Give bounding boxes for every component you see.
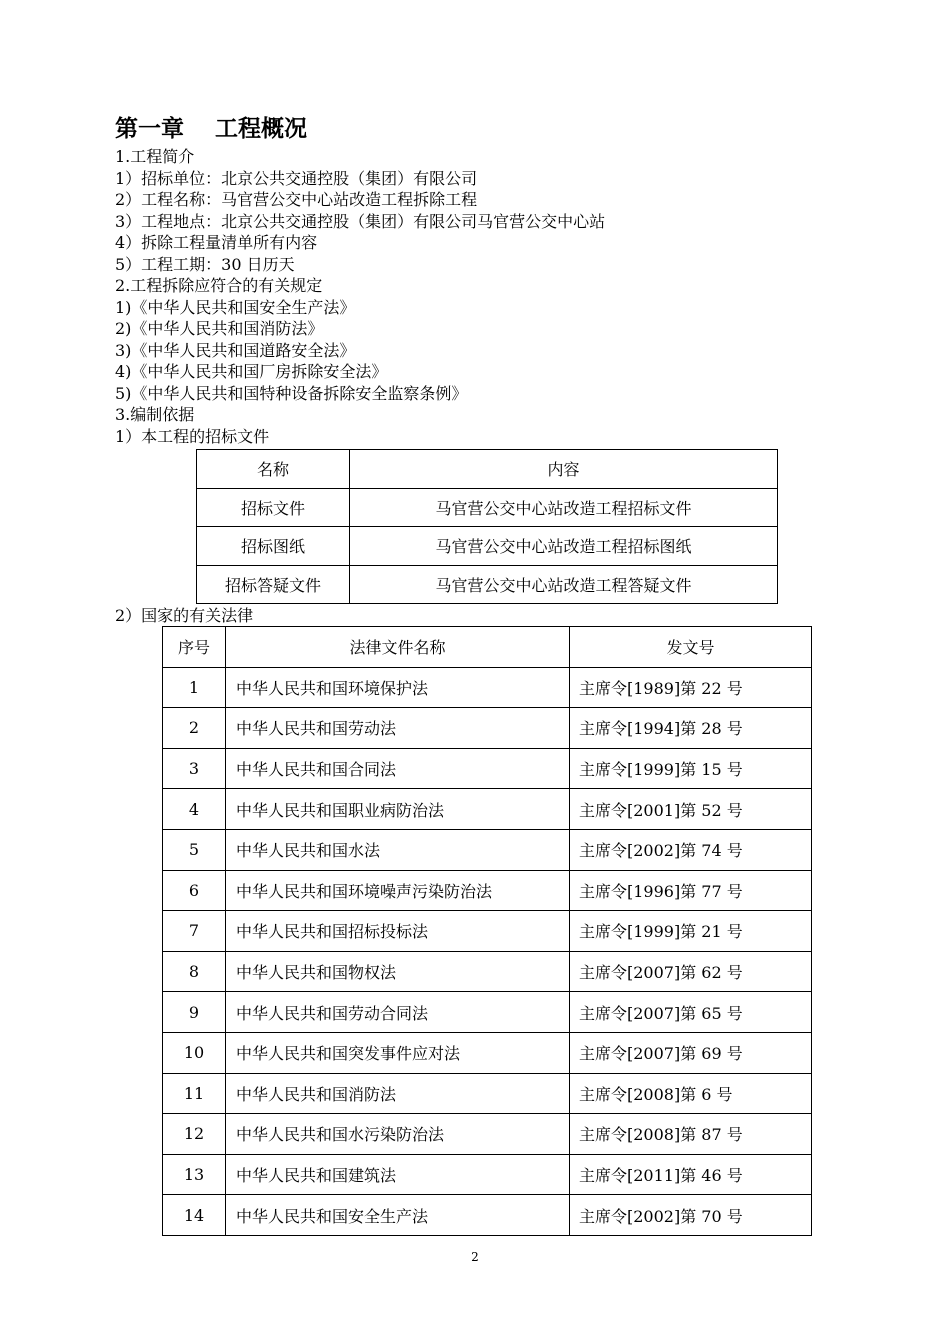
table-cell: 11 <box>163 1073 226 1114</box>
table-cell: 招标图纸 <box>197 527 350 566</box>
table-row <box>163 1032 812 1073</box>
table-cell: 马官营公交中心站改造工程招标图纸 <box>350 527 778 566</box>
text-line: 5)《中华人民共和国特种设备拆除安全监察条例》 <box>115 383 468 403</box>
table-header-cell: 发文号 <box>570 627 812 668</box>
chapter-title: 第一章 工程概况 <box>115 116 308 142</box>
text-line: 1)《中华人民共和国安全生产法》 <box>115 297 356 317</box>
table-cell: 中华人民共和国合同法 <box>226 748 570 789</box>
section-heading: 1.工程简介 <box>115 147 195 166</box>
section-heading: 3.编制依据 <box>115 405 195 424</box>
table-row <box>197 488 778 527</box>
body-text <box>115 146 875 447</box>
table-row <box>163 1114 812 1155</box>
table-row <box>163 1154 812 1195</box>
text-line: 2)《中华人民共和国消防法》 <box>115 319 324 338</box>
table-row <box>163 1195 812 1236</box>
table-cell: 主席令[2008]第 87 号 <box>570 1114 812 1155</box>
table-cell: 主席令[1996]第 77 号 <box>570 870 812 911</box>
table-cell: 8 <box>163 951 226 992</box>
text-line: 2）工程名称：马官营公交中心站改造工程拆除工程 <box>115 190 478 209</box>
tender-documents-table <box>196 449 778 604</box>
table-cell: 中华人民共和国物权法 <box>226 951 570 992</box>
table-header-cell: 序号 <box>163 627 226 668</box>
table-row <box>163 667 812 708</box>
table-cell: 12 <box>163 1114 226 1155</box>
table-header-cell: 法律文件名称 <box>226 627 570 668</box>
table-row <box>163 708 812 749</box>
table-cell: 7 <box>163 911 226 952</box>
table-cell: 6 <box>163 870 226 911</box>
table-cell: 主席令[2002]第 74 号 <box>570 829 812 870</box>
table-cell: 马官营公交中心站改造工程答疑文件 <box>350 565 778 604</box>
text-line: 1）本工程的招标文件 <box>115 426 270 446</box>
table-header-row <box>163 627 812 668</box>
table-cell: 14 <box>163 1195 226 1236</box>
table-cell: 马官营公交中心站改造工程招标文件 <box>350 488 778 527</box>
table-cell: 1 <box>163 667 226 708</box>
table-cell: 招标答疑文件 <box>197 565 350 604</box>
table-cell: 5 <box>163 829 226 870</box>
table-row <box>163 1073 812 1114</box>
subsection-heading: 2）国家的有关法律 <box>115 606 254 625</box>
text-line: 3）工程地点：北京公共交通控股（集团）有限公司马官营公交中心站 <box>115 211 606 231</box>
table-cell: 9 <box>163 992 226 1033</box>
table-cell: 中华人民共和国水污染防治法 <box>226 1114 570 1155</box>
table-cell: 主席令[1989]第 22 号 <box>570 667 812 708</box>
table-cell: 主席令[1999]第 21 号 <box>570 911 812 952</box>
table-cell: 中华人民共和国职业病防治法 <box>226 789 570 830</box>
table-cell: 主席令[2008]第 6 号 <box>570 1073 812 1114</box>
table-cell: 13 <box>163 1154 226 1195</box>
table-cell: 中华人民共和国环境噪声污染防治法 <box>226 870 570 911</box>
table-cell: 2 <box>163 708 226 749</box>
table-cell: 主席令[2007]第 65 号 <box>570 992 812 1033</box>
table-row <box>197 527 778 566</box>
table-row <box>163 829 812 870</box>
table-cell: 中华人民共和国安全生产法 <box>226 1195 570 1236</box>
table-row <box>197 565 778 604</box>
section-heading: 2.工程拆除应符合的有关规定 <box>115 276 323 295</box>
table-cell: 4 <box>163 789 226 830</box>
table-cell: 中华人民共和国突发事件应对法 <box>226 1032 570 1073</box>
text-line: 3)《中华人民共和国道路安全法》 <box>115 340 356 360</box>
table-header-cell: 内容 <box>350 450 778 489</box>
text-line: 4)《中华人民共和国厂房拆除安全法》 <box>115 362 388 381</box>
table-cell: 中华人民共和国建筑法 <box>226 1154 570 1195</box>
table-cell: 主席令[1999]第 15 号 <box>570 748 812 789</box>
table-cell: 主席令[2007]第 69 号 <box>570 1032 812 1073</box>
table-row <box>163 911 812 952</box>
table-cell: 中华人民共和国招标投标法 <box>226 911 570 952</box>
laws-table <box>162 626 812 1236</box>
text-line: 5）工程工期：30 日历天 <box>115 254 295 274</box>
table-cell: 中华人民共和国消防法 <box>226 1073 570 1114</box>
table-header-cell: 名称 <box>197 450 350 489</box>
text-line: 4）拆除工程量清单所有内容 <box>115 233 318 252</box>
table-cell: 中华人民共和国劳动法 <box>226 708 570 749</box>
table-cell: 主席令[2007]第 62 号 <box>570 951 812 992</box>
table-row <box>163 748 812 789</box>
text-line: 1）招标单位：北京公共交通控股（集团）有限公司 <box>115 168 478 188</box>
table-row <box>163 789 812 830</box>
table-row <box>163 870 812 911</box>
table-cell: 中华人民共和国环境保护法 <box>226 667 570 708</box>
page-number: 2 <box>471 1250 479 1264</box>
table-cell: 中华人民共和国劳动合同法 <box>226 992 570 1033</box>
table-row <box>163 951 812 992</box>
table-cell: 3 <box>163 748 226 789</box>
table-cell: 中华人民共和国水法 <box>226 829 570 870</box>
table-cell: 主席令[2011]第 46 号 <box>570 1154 812 1195</box>
table-header-row <box>197 450 778 489</box>
table-cell: 主席令[2001]第 52 号 <box>570 789 812 830</box>
table-row <box>163 992 812 1033</box>
table-cell: 主席令[2002]第 70 号 <box>570 1195 812 1236</box>
table-cell: 招标文件 <box>197 488 350 527</box>
table-cell: 主席令[1994]第 28 号 <box>570 708 812 749</box>
table-cell: 10 <box>163 1032 226 1073</box>
